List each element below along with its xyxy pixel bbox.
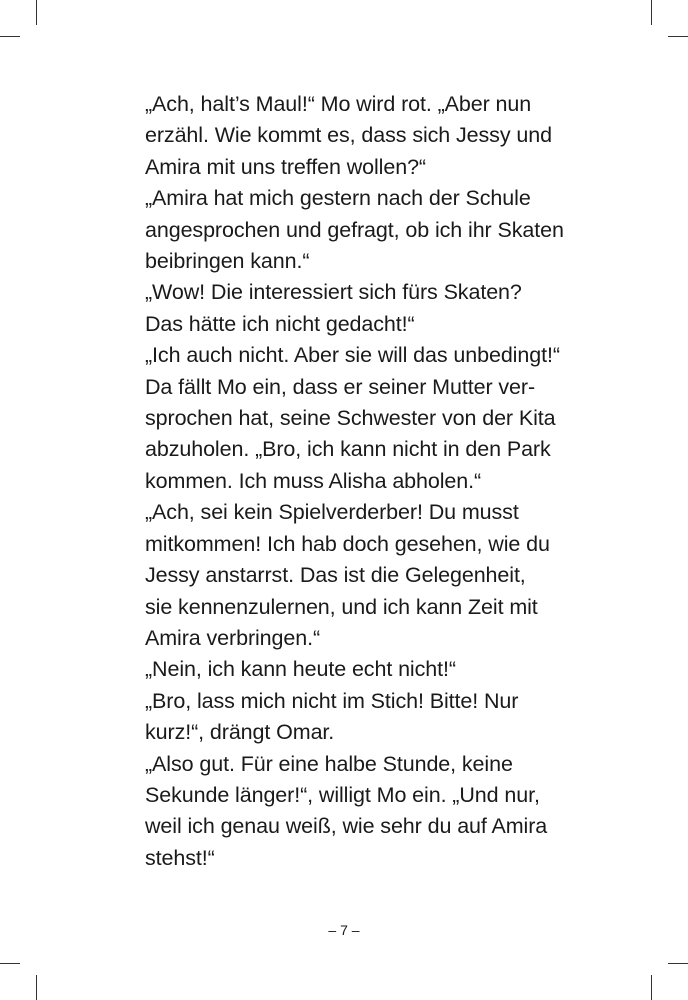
text-line: Sekunde länger!“, willigt Mo ein. „Und nur, bbox=[145, 782, 540, 807]
crop-mark-bottom-left-horizontal bbox=[0, 963, 20, 964]
text-line: Da fällt Mo ein, dass er seiner Mutter ver- bbox=[145, 374, 536, 399]
text-line: erzähl. Wie kommt es, dass sich Jessy und bbox=[145, 123, 552, 148]
text-line: Amira mit uns treffen wollen?“ bbox=[145, 154, 426, 179]
text-line: angesprochen und gefragt, ob ich ihr Skaten bbox=[145, 217, 564, 242]
text-line: kurz!“, drängt Omar. bbox=[145, 720, 335, 745]
text-line: „Ach, sei kein Spielverderber! Du musst bbox=[145, 500, 519, 525]
text-line: Das hätte ich nicht gedacht!“ bbox=[145, 311, 415, 336]
text-line: „Nein, ich kann heute echt nicht!“ bbox=[145, 657, 456, 682]
text-line: weil ich genau weiß, wie sehr du auf Amira bbox=[145, 814, 548, 839]
text-line: mitkommen! Ich hab doch gesehen, wie du bbox=[145, 531, 550, 556]
crop-mark-bottom-right-vertical bbox=[651, 975, 652, 1000]
text-line: „Wow! Die interessiert sich fürs Skaten? bbox=[145, 280, 522, 305]
text-line: beibringen kann.“ bbox=[145, 249, 310, 274]
crop-mark-top-right-horizontal bbox=[668, 36, 688, 37]
crop-mark-bottom-right-horizontal bbox=[668, 963, 688, 964]
text-line: sprochen hat, seine Schwester von der Kita bbox=[145, 406, 556, 431]
text-line: abzuholen. „Bro, ich kann nicht in den Park bbox=[145, 437, 551, 462]
text-line: sie kennenzulernen, und ich kann Zeit mit bbox=[145, 594, 538, 619]
crop-mark-bottom-left-vertical bbox=[36, 975, 37, 1000]
text-line: Amira verbringen.“ bbox=[145, 625, 321, 650]
text-line: „Ach, halt’s Maul!“ Mo wird rot. „Aber nun bbox=[145, 92, 532, 116]
text-line: kommen. Ich muss Alisha abholen.“ bbox=[145, 468, 482, 493]
page-number: – 7 – bbox=[328, 922, 360, 938]
text-line: „Amira hat mich gestern nach der Schule bbox=[145, 186, 531, 211]
text-line: Jessy anstarrst. Das ist die Gelegenheit, bbox=[145, 563, 526, 588]
text-line: stehst!“ bbox=[145, 845, 215, 870]
text-line: „Also gut. Für eine halbe Stunde, keine bbox=[145, 751, 513, 776]
story-text bbox=[145, 89, 615, 874]
text-line: „Bro, lass mich nicht im Stich! Bitte! Nur bbox=[145, 688, 519, 713]
crop-mark-top-left-horizontal bbox=[0, 36, 20, 37]
crop-mark-top-right-vertical bbox=[651, 0, 652, 25]
crop-mark-top-left-vertical bbox=[36, 0, 37, 25]
text-line: „Ich auch nicht. Aber sie will das unbedingt!“ bbox=[145, 343, 560, 368]
